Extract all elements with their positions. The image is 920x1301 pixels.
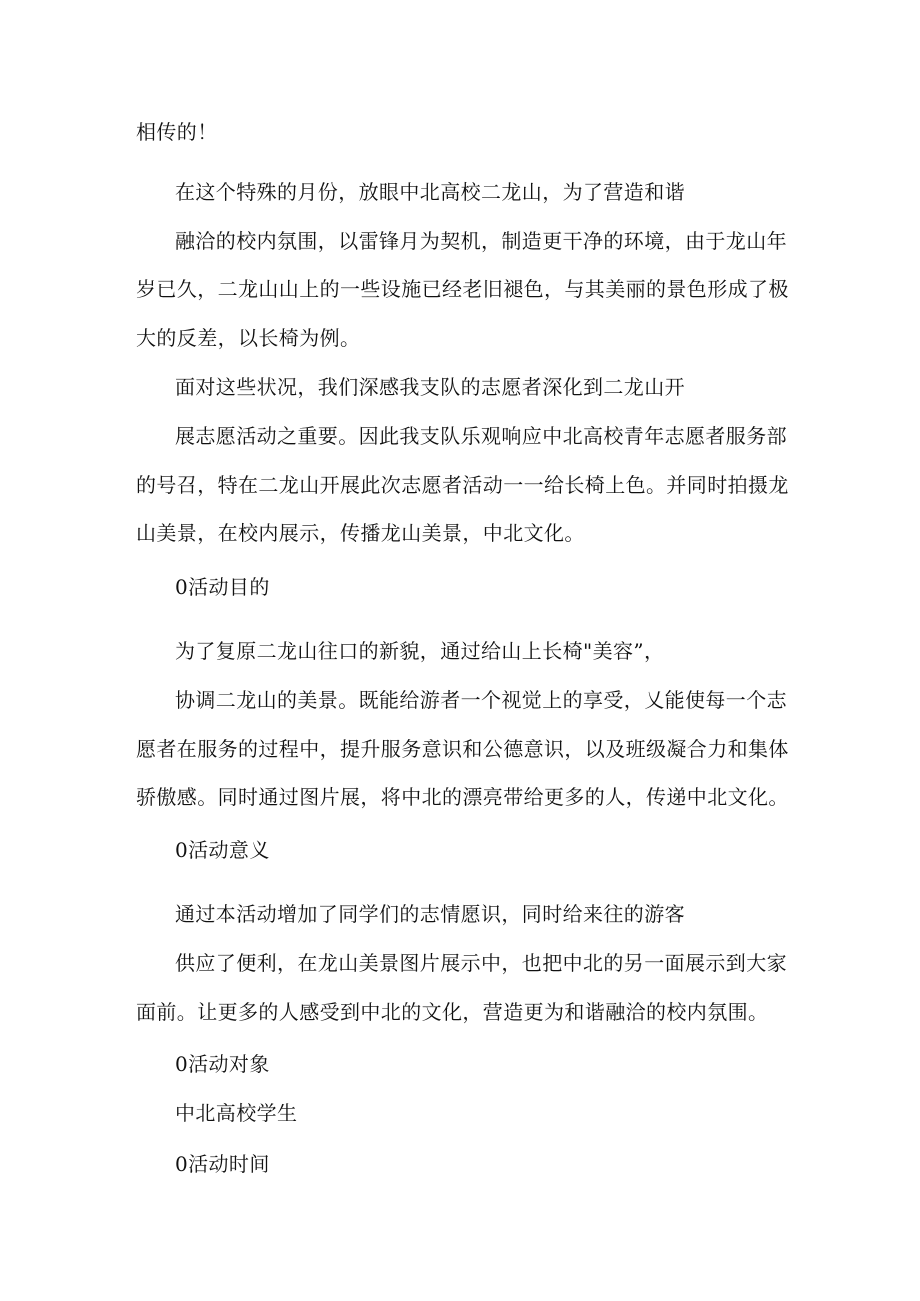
text-line: 愿者在服务的过程中，提升服务意识和公德意识，以及班级凝合力和集体 xyxy=(136,737,789,761)
text-line: 协调二龙山的美景。既能给游者一个视觉上的享受，乂能使每一个志 xyxy=(175,688,787,712)
text-line: 骄傲感。同时通过图片展，将中北的漂亮带给更多的人，传递中北文化。 xyxy=(136,785,789,809)
text-line: 展志愿活动之重要。因此我支队乐观响应中北高校青年志愿者服务部 xyxy=(175,424,787,448)
text-line: 面对这些状况，我们深感我支队的志愿者深化到二龙山开 xyxy=(175,375,685,399)
text-line: 中北高校学生 xyxy=(175,1101,298,1125)
text-line: 岁已久，二龙山山上的一些设施已经老旧褪色，与其美丽的景色形成了极 xyxy=(136,277,789,301)
text-line: 融洽的校内氛围，以雷锋月为契机，制造更干净的环境，由于龙山年 xyxy=(175,229,787,253)
text-line: 为了复原二龙山往口的新貌，通过给山上长椅"美容”， xyxy=(175,639,665,663)
text-line: 的号召，特在二龙山开展此次志愿者活动一一给长椅上色。并同时拍摄龙 xyxy=(136,473,789,497)
text-line: 大的反差，以长椅为例。 xyxy=(136,326,361,350)
text-line: 山美景，在校内展示，传播龙山美景，中北文化。 xyxy=(136,521,585,545)
section-heading: 0活动时间 xyxy=(175,1152,270,1176)
text-line: 供应了便利，在龙山美景图片展示中，也把中北的另一面展示到大家 xyxy=(175,951,787,975)
text-line: 通过本活动增加了同学们的志情愿识，同时给来往的游客 xyxy=(175,902,685,926)
text-line: 在这个特殊的月份，放眼中北高校二龙山，为了营造和谐 xyxy=(175,180,685,204)
text-line: 相传的！ xyxy=(136,120,218,144)
section-heading: 0活动意义 xyxy=(175,838,270,862)
section-heading: 0活动对象 xyxy=(175,1052,270,1076)
text-line: 面前。让更多的人感受到中北的文化，营造更为和谐融洽的校内氛围。 xyxy=(136,1000,769,1024)
section-heading: 0活动目的 xyxy=(175,575,270,599)
